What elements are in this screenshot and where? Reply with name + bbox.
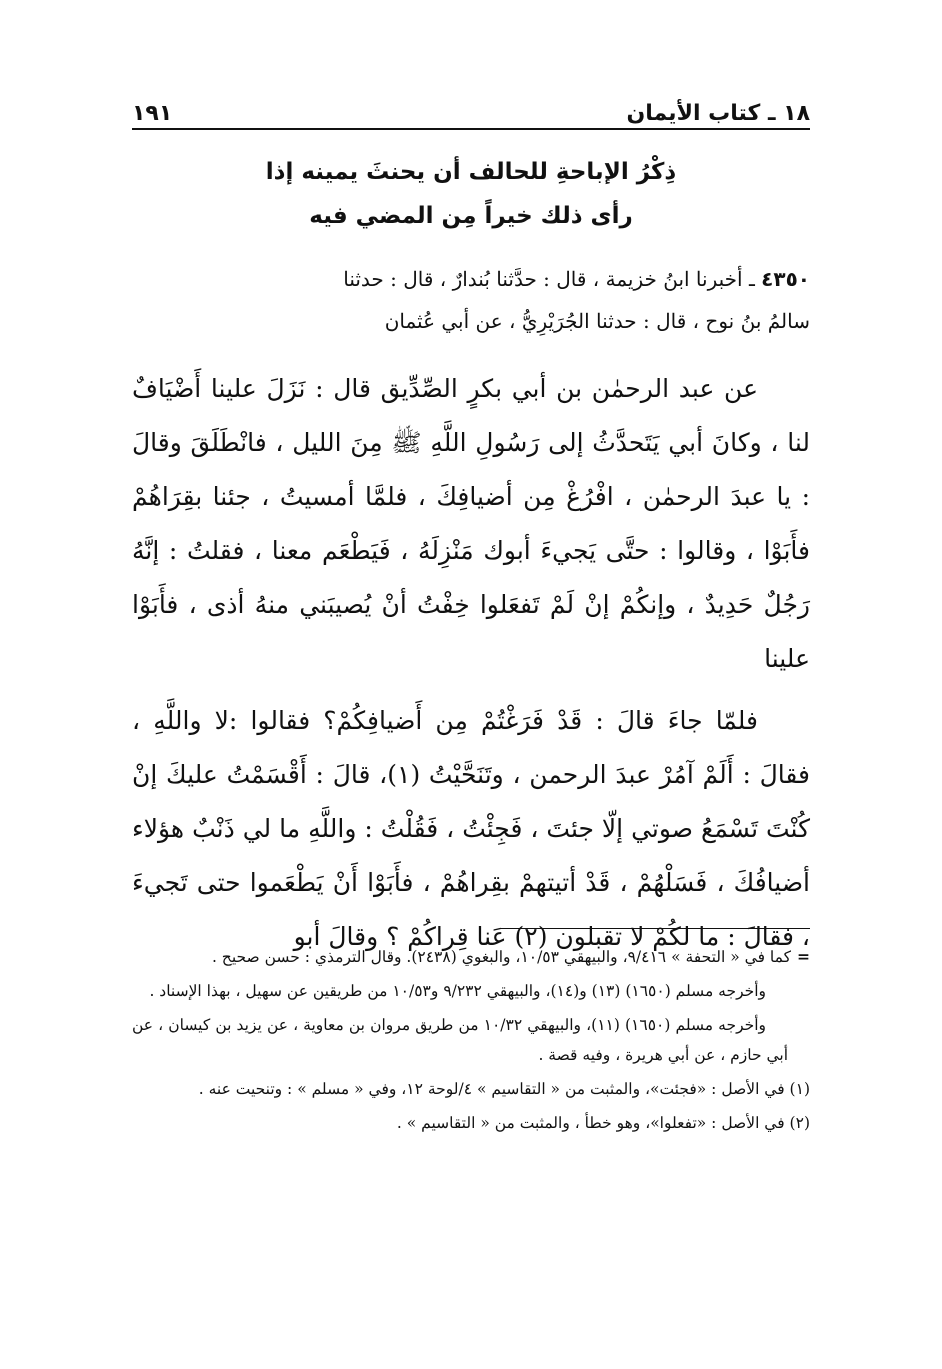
hadith-isnad bbox=[132, 258, 810, 342]
hadith-number: ٤٣٥٠ bbox=[761, 267, 810, 291]
footnote-continuation-2: وأخرجه مسلم (١٦٥٠) (١٣) و(١٤)، والبيهقي ٩/٢٣٢ و١٠/٥٣ من طريقين عن سهيل ، بهذا الإسناد . bbox=[149, 982, 766, 1000]
page-header bbox=[132, 92, 810, 126]
isnad-line-2: سالمُ بنُ نوح ، قال : حدثنا الجُرَيْرِيُّ ، عن أبي عُثمان bbox=[384, 309, 810, 333]
isnad-line-1 bbox=[132, 258, 810, 300]
hadith-text bbox=[132, 362, 810, 964]
isnad-line-1-text: ـ أخبرنا ابنُ خزيمة ، قال : حدَّثنا بُندارٌ ، قال : حدثنا bbox=[343, 267, 755, 291]
header-rule bbox=[132, 128, 810, 130]
page-number: ١٩١ bbox=[132, 101, 173, 126]
footnote-1: (١) في الأصل : «فجئت»، والمثبت من « التقاسيم » ٤/لوحة ١٢، وفي « مسلم » : وتنحيت عنه . bbox=[198, 1080, 810, 1098]
section-heading bbox=[132, 150, 810, 238]
footnote-continuation-1 bbox=[132, 942, 810, 972]
chapter-title: ١٨ ـ كتاب الأيمان bbox=[626, 101, 810, 126]
continuation-mark: = bbox=[797, 947, 810, 966]
heading-line-2: رأى ذلك خيراً مِن المضي فيه bbox=[309, 203, 633, 229]
footnote-2: (٢) في الأصل : «تفعلوا»، وهو خطأ ، والمثبت من « التقاسيم » . bbox=[396, 1114, 810, 1132]
hadith-paragraph-2: فلمّا جاءَ قالَ : قَدْ فَرَغْتُمْ مِن أَضيافِكُمْ؟ فقالوا :لا واللَّهِ ، فقالَ : أَلَمْ آمُرْ عبدَ الرحمن ، وتَنَحَّيْتُ (١)، قالَ : أَقْسَمْتُ عليكَ إنْ كُنْتَ تَسْمَعُ صوتي إلّا جئتَ ، فَجِئْتُ ، فَقُلْتُ : واللَّهِ ما لي ذَنْبٌ هؤلاء أضيافُكَ ، فَسَلْهُمْ ، قَدْ أتيتهمْ بقِراهُمْ ، فأَبَوْا أَنْ يَطْعَموا حتى تَجيءَ ، فقالَ : ما لكُمْ لا تقبلون (٢) عَنا قِراكُمْ ؟ وقالَ أبو bbox=[132, 706, 810, 951]
hadith-paragraph-1: عن عبد الرحمٰن بن أبي بكرٍ الصِّدِّيق قال : نَزَلَ علينا أَضْيَافٌ لنا ، وكانَ أبي يَتَحدَّثُ إلى رَسُولِ اللَّهِ ﷺ مِنَ الليل ، فانْطَلَقَ وقالَ : يا عبدَ الرحمٰن ، افْرُغْ مِن أضيافِكَ ، فلمَّا أمسيتُ ، جئنا بقِرَاهُمْ فأَبَوْا ، وقالوا : حتَّى يَجيءَ أبوك مَنْزِلَهُ ، فَيَطْعَم معنا ، فقلتُ : إنَّهُ رَجُلٌ حَدِيدٌ ، وإنكُمْ إنْ لَمْ تَفعَلوا خِفْتُ أنْ يُصيبَني منهُ أذى ، فأَبَوْا علينا bbox=[132, 374, 810, 673]
footnote-separator bbox=[500, 928, 810, 929]
heading-line-1: ذِكْرُ الإباحةِ للحالف أن يحنثَ يمينه إذا bbox=[265, 159, 677, 185]
footnote-continuation-3: وأخرجه مسلم (١٦٥٠) (١١)، والبيهقي ١٠/٣٢ من طريق مروان بن معاوية ، عن يزيد بن كيسان ، عن أبي حازم ، عن أبي هريرة ، وفيه قصة . bbox=[132, 1016, 788, 1064]
footnotes bbox=[132, 942, 810, 1142]
footnote-continuation-1-text: كما في « التحفة » ٩/٤١٦، والبيهقي ١٠/٥٣، والبغوي (٢٤٣٨). وقال الترمذي : حسن صحيح . bbox=[211, 948, 791, 966]
